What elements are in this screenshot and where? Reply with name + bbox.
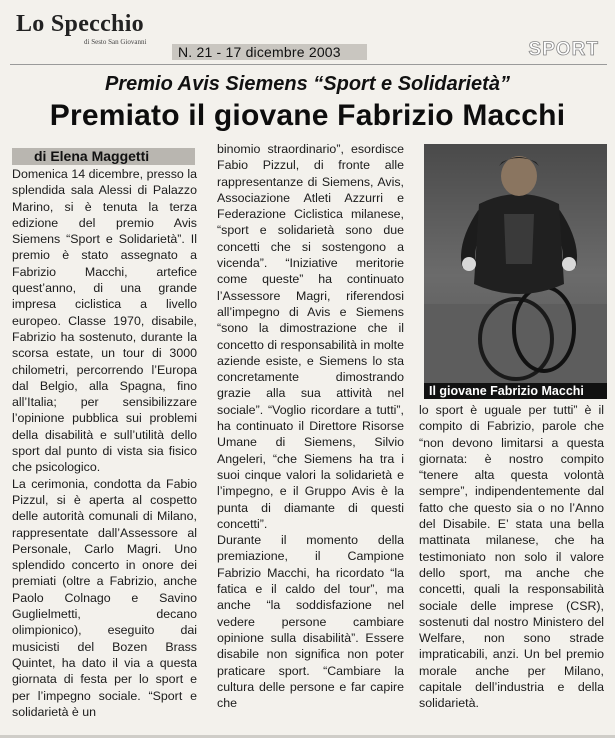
byline: di Elena Maggetti xyxy=(34,148,150,164)
article-column-2: binomio straordinario”, esordisce Fabio Pizzul, di fronte alle rappresentanze di Siemens, Avis, Associazione Atleti Azzurri e Federazione Ciclistica milanese, “sport e solidarietà sono due concetti che si sostengono a vicenda”. “Iniziative meritorie come queste” ha continuato l’Assessore Magri, riferendosi all’impegno di Avis e Siemens “sono la dimostrazione che il concetto di responsabilità in molte aziende esiste, e Siemens lo sta concretamente dimostrando grazie alla sua attività nel sociale”. “Voglio ricordare a tutti”, ha continuato il Direttore Risorse Umane di Siemens, Silvio Angeleri, “che Siemens ha tra i suoi cinque valori la solidarietà e l’impegno, e il Gruppo Avis è la punta di diamante di questi concetti”. Durante il momento della premiazione, il Campione Fabrizio Macchi, ha ricordato “la fatica e il caldo del tour”, ma anche “la soddisfazione nel vedere persone cambiare opinione sulla disabilità”. Essere disabile non significa non poter praticare sport. “Cambiare la cultura delle persone e far capire che xyxy=(217,142,404,711)
photo-caption-box xyxy=(424,383,607,399)
byline-box xyxy=(12,148,195,165)
article-kicker: Premio Avis Siemens “Sport e Solidarietà” xyxy=(105,73,510,95)
cyclist-image xyxy=(424,144,607,383)
cyclist-photo xyxy=(424,144,607,383)
newspaper-logo-subtitle: di Sesto San Giovanni xyxy=(84,38,147,46)
article-headline: Premiato il giovane Fabrizio Macchi xyxy=(49,99,566,132)
masthead xyxy=(16,11,147,46)
article-column-3: lo sport è uguale per tutti” è il compito di Fabrizio, parole che “non devono limitarsi a questa giornata: è nostro compito “tenere alta questa volontà sempre”, indipendentemente dal fatto che questo sia o no l’Anno del Disabile. E’ stata una bella mattinata milanese, che ha testimoniato non solo il valore dello sport, ma anche che concetti, quali la responsabilità sociale delle imprese (CSR), sostenuti dal nostro Ministero del Welfare, non sono strade impraticabili, anzi. Un bel premio morale anche per Milano, capitale dell’industria e della solidarietà. xyxy=(419,403,604,711)
newspaper-logo: Lo Specchio xyxy=(16,11,144,37)
photo-caption: Il giovane Fabrizio Macchi xyxy=(429,384,584,398)
header-divider xyxy=(10,64,607,65)
article-column-1: Domenica 14 dicembre, presso la splendida sala Alessi di Palazzo Marino, si è tenuta la terza edizione del premio Avis Siemens “Sport e Solidarietà”. Il premio è stato assegnato a Fabrizio Macchi, artefice quest’anno, di una grande impresa ciclistica a livello europeo. Classe 1970, disabile, Fabrizio ha sostenuto, durante la scorsa estate, un tour di 3000 chilometri, percorrendo l’Europa dal Belgio, alla Spagna, fino all’Italia; per sensibilizzare l’opinione pubblica sui problemi della disabilità e sull’utilità dello sport dal punto di vista sia fisico che psicologico. La cerimonia, condotta da Fabio Pizzul, si è aperta al cospetto delle autorità comunali di Milano, rappresentate dall’Assessore al Personale, Carlo Magri. Uno splendido concerto in onore dei premiati (oltre a Fabrizio, anche Paolo Colnago e Savino Guglielmetti, decano olimpionico), eseguito dai musicisti del Bozen Brass Quintet, ha dato il via a questa giornata di festa per lo sport e per l’impegno sociale. “Sport e solidarietà è un xyxy=(12,167,197,719)
section-label: SPORT xyxy=(528,39,599,60)
issue-date: N. 21 - 17 dicembre 2003 xyxy=(178,44,341,60)
